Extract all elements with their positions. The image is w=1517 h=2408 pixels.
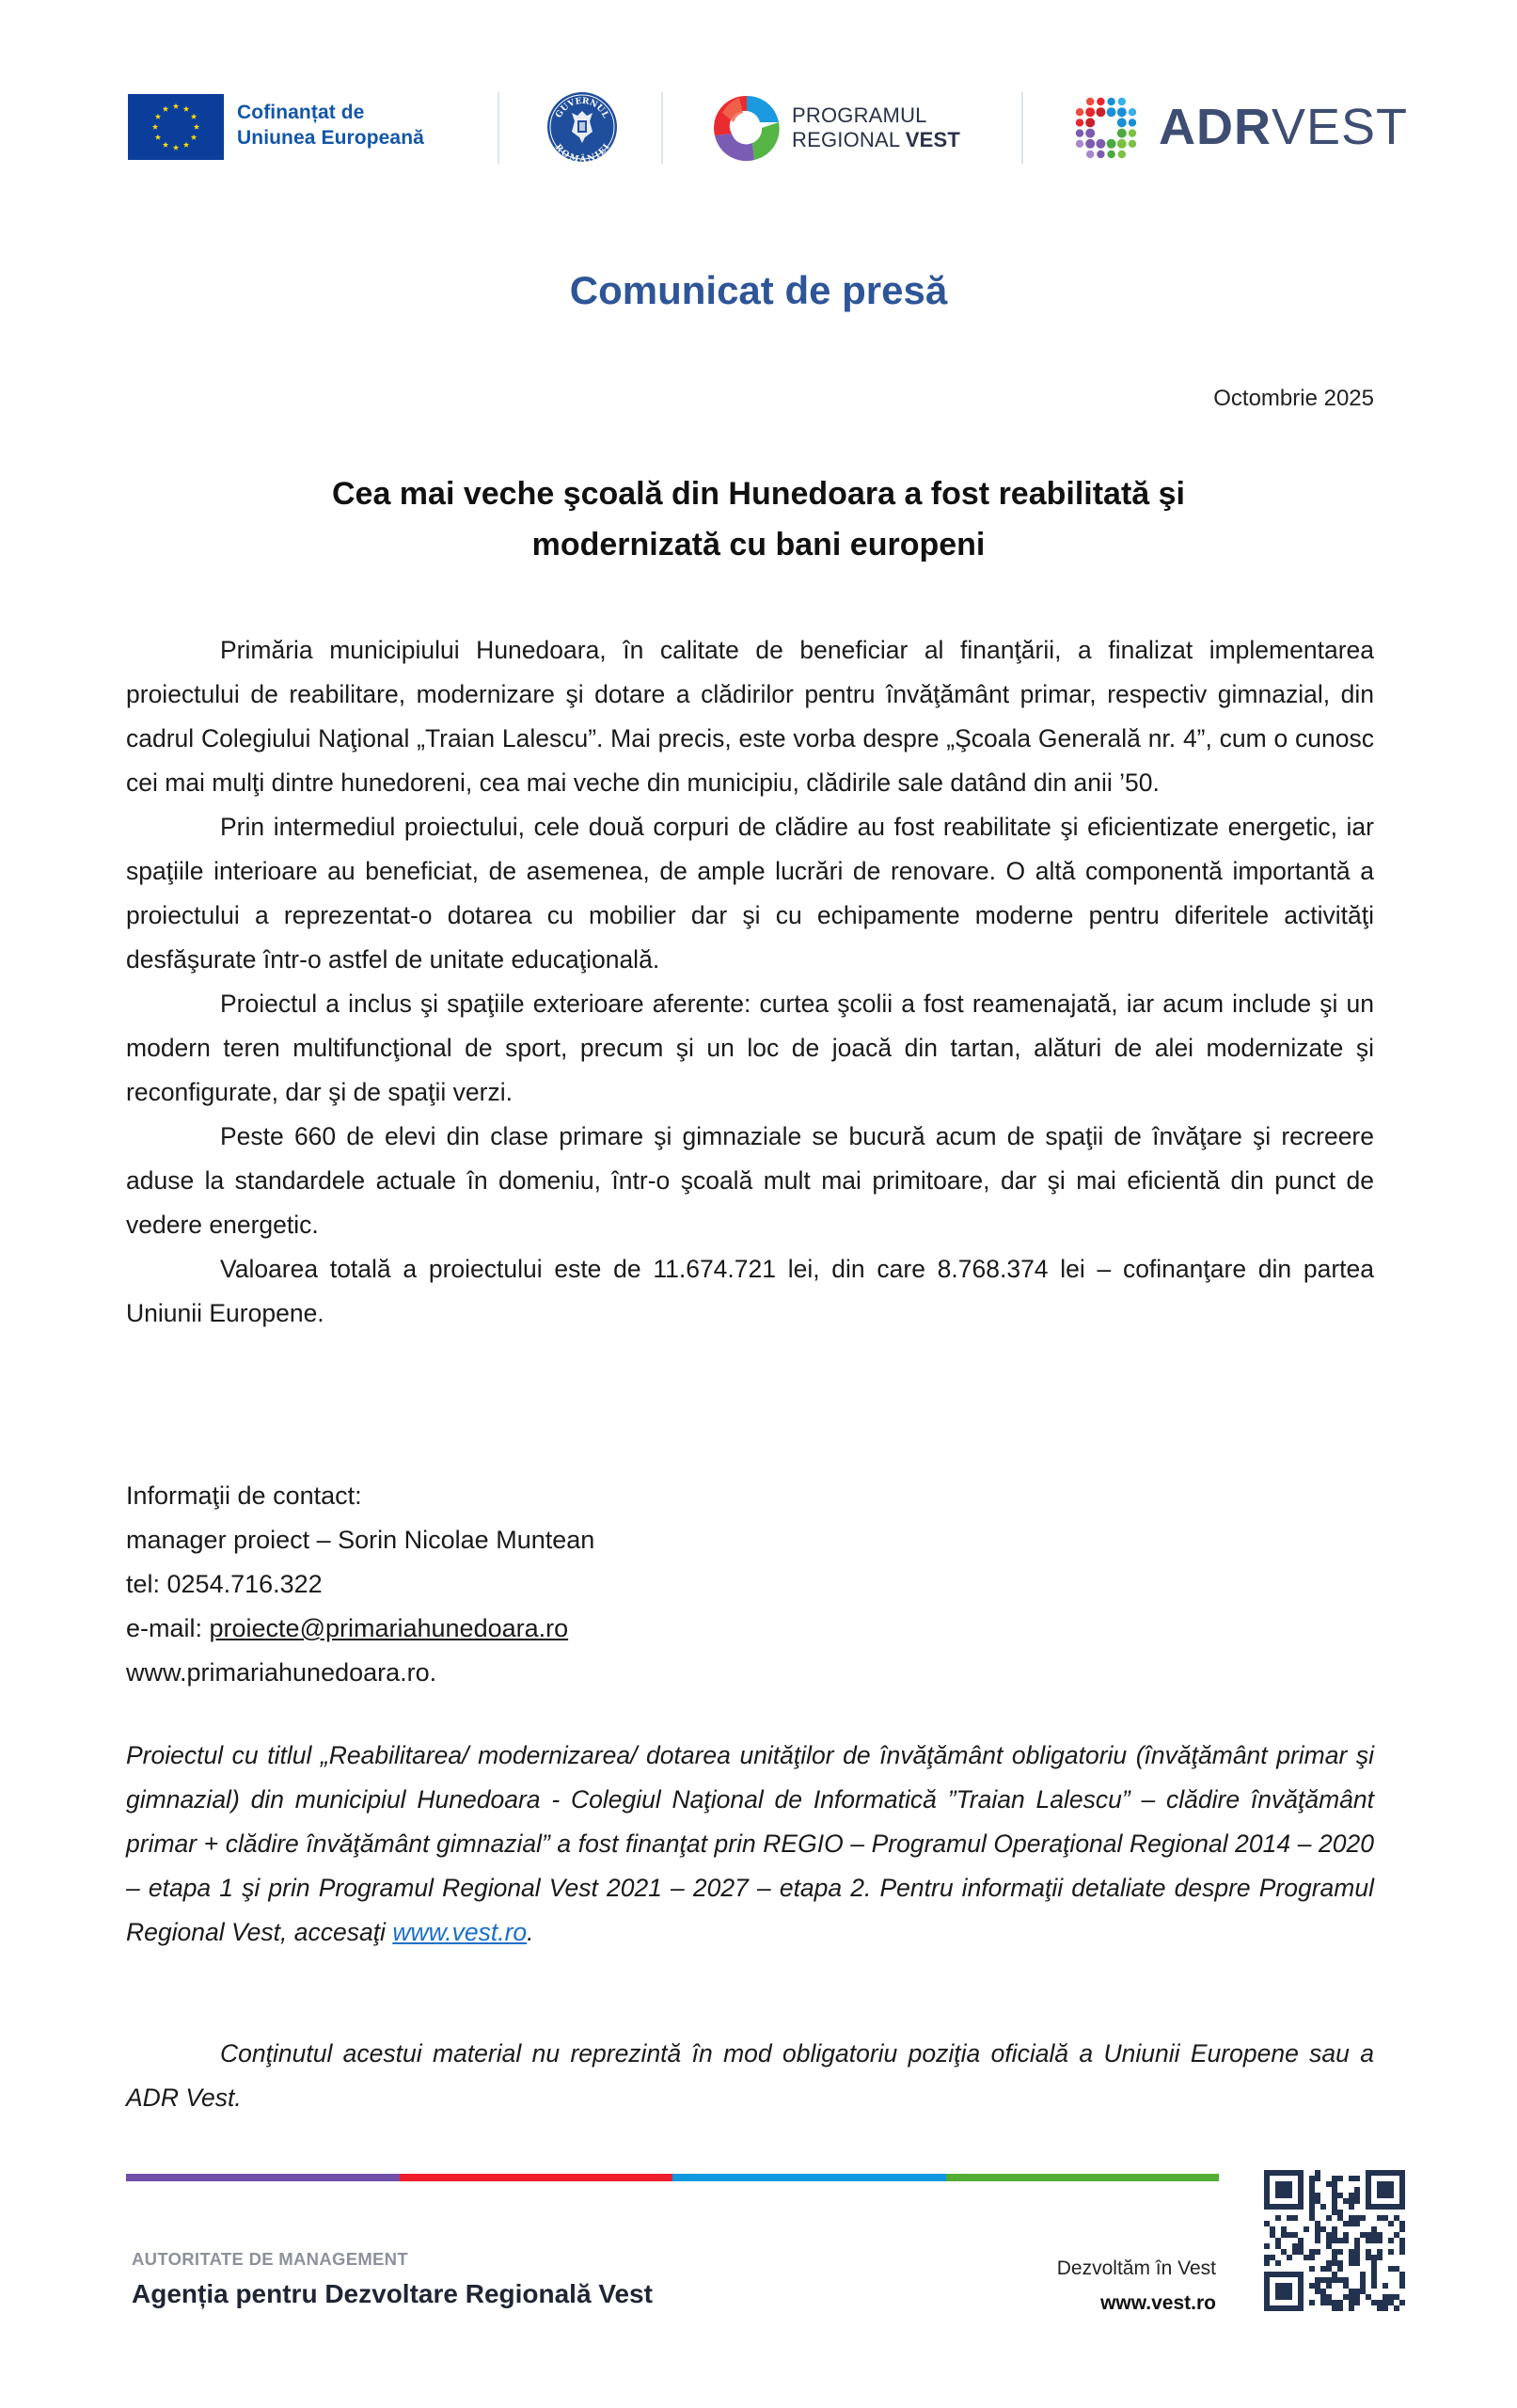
prv-label-line1: PROGRAMUL [792,103,927,127]
adr-logo-dot [1117,107,1127,117]
adr-logo-dot [1086,150,1094,158]
eu-label-line2: Uniunea Europeană [237,127,424,149]
contact-phone: tel: 0254.716.322 [126,1570,323,1598]
adr-logo-dot [1129,119,1136,126]
adr-logo-dot [1118,150,1126,158]
adr-logo-dot [1129,129,1136,136]
gov-seal-bottom-text: ROMÂNIEI [552,142,612,164]
paragraph: Primăria municipiului Hunedoara, în calitate de beneficiar al finanţării, a finalizat implementarea proiectului de reabilitare, modernizare şi dotare a clădirilor pentru învăţământ primar, respectiv gimnazial, din cadrul Colegiului Naţional „Traian Lalescu”. Mai precis, este vorba despre „Şcoala Generală nr. 4”, cum o cunosc cei mai mulţi dintre hunedoreni, cea mai veche din municipiu, clădirile sale datând din anii ’50. [126,636,1374,797]
headline-line2: modernizată cu bani europeni [531,527,986,562]
press-release-title: Comunicat de presă [569,268,948,312]
article-body [126,628,1374,1336]
release-date: Octombrie 2025 [1213,386,1374,411]
prv-label-vest: VEST [905,128,961,151]
paragraph: Prin intermediul proiectului, cele două corpuri de clădire au fost reabilitate şi eficientizate energetic, iar spaţiile interioare au beneficiat, de asemenea, de ample lucrări de renovare. O altă componentă importantă a proiectului a reprezentat-o dotarea cu mobilier dar şi cu echipamente moderne pentru diferitele activităţi desfăşurate într-o astfel de unitate educaţională. [126,813,1374,974]
disclaimer-text: Conţinutul acestui material nu reprezintă în mod obligatoriu poziţia oficială a Uniunii Europene sau a ADR Vest. [126,2039,1374,2112]
vest-ro-link[interactable]: www.vest.ro [392,1918,528,1946]
contact-manager: manager proiect – Sorin Nicolae Muntean [126,1526,595,1554]
adr-logo-dot [1107,150,1114,158]
header-logos [0,0,1517,188]
color-bar-segment-green [946,2174,1220,2181]
footer-agency-name: Agenția pentru Dezvoltare Regională Vest [132,2279,653,2308]
logo-divider [498,92,499,164]
adr-logo-dot [1117,139,1127,149]
adr-logo-dot [1076,108,1083,116]
project-note-end: . [527,1918,534,1946]
adr-logo-dot [1117,129,1127,138]
logo-divider [1021,92,1023,164]
eu-disclaimer [126,2032,1374,2120]
logo-divider [661,92,663,164]
guvernul-romaniei-seal-icon [545,90,619,164]
eu-cofinanced-label [237,100,424,150]
programul-regional-vest-logo-icon [711,94,782,162]
adr-logo-dot [1085,107,1095,117]
paragraph: Proiectul a inclus şi spaţiile exterioare aferente: curtea şcolii a fost reamenajată, iar acum include şi un modern teren multifuncţional de sport, precum şi un loc de joacă din tartan, alături de alei modernizate şi reconfigurate, dar şi de spaţii verzi. [126,990,1374,1106]
adr-logo-dot [1096,107,1105,117]
adr-logo-dot [1085,118,1095,127]
project-note-text: Proiectul cu titlul „Reabilitarea/ modernizarea/ dotarea unităţilor de învăţământ obligatoriu (învăţământ primar şi gimnazial) din municipiul Hunedoara - Colegiul Naţional de Informatică ”Traian Lalescu” – clădire învăţământ primar + clădire învăţământ gimnazial” a fost finanţat prin REGIO – Programul Operaţional Regional 2014 – 2020 – etapa 1 şi prin Programul Regional Vest 2021 – 2027 – etapa 2. Pentru informaţii detaliate despre Programul Regional Vest, accesaţi [126,1741,1374,1946]
paragraph: Peste 660 de elevi din clase primare şi gimnaziale se bucură acum de spaţii de învăţare şi recreere aduse la standardele actuale în domeniu, într-o şcoală mult mai primitoare, dar şi mai eficientă din punct de vedere energetic. [126,1122,1374,1239]
adr-logo-dot [1076,119,1083,126]
adr-logo-dot [1107,139,1116,149]
contact-email-row [126,1607,594,1651]
adr-logo-dot [1097,150,1104,158]
eu-label-line1: Cofinanțat de [237,102,365,123]
contact-info [126,1474,594,1695]
color-bar-segment-red [400,2174,673,2181]
adr-label-regular: VEST [1272,99,1409,155]
adr-vest-wordmark [1159,96,1408,158]
headline-line1: Cea mai veche şcoală din Hunedoara a fost reabilitată şi [331,476,1185,512]
contact-email-label: e-mail: [126,1614,210,1642]
adr-logo-dot [1117,118,1127,127]
contact-heading: Informaţii de contact: [126,1481,362,1510]
eu-flag-icon [128,94,224,160]
contact-email-link[interactable]: proiecte@primariahunedoara.ro [209,1614,569,1642]
adr-logo-dot [1086,98,1094,105]
adr-logo-dot [1097,98,1104,105]
qr-code-icon [1264,2170,1405,2311]
adr-logo-dot [1085,129,1095,138]
footer-authority-label: AUTORITATE DE MANAGEMENT [132,2249,408,2269]
programul-regional-vest-label [792,103,960,152]
prv-label-regional: REGIONAL [792,128,906,151]
adr-logo-dot [1118,98,1126,105]
adr-logo-dot [1076,140,1083,148]
adr-logo-dot [1096,139,1105,149]
color-bar-segment-blue [672,2174,946,2181]
adr-label-bold: ADR [1159,99,1272,155]
adr-logo-dot [1076,129,1083,136]
contact-website: www.primariahunedoara.ro. [126,1658,437,1687]
footer-slogan: Dezvoltăm în Vest [1056,2258,1216,2279]
adr-logo-dot [1129,140,1136,148]
adr-logo-dot [1107,107,1116,117]
adr-logo-dot [1085,139,1095,149]
paragraph: Valoarea totală a proiectului este de 11.674.721 lei, din care 8.768.374 lei – cofinanţare din partea Uniunii Europene. [126,1255,1374,1327]
adr-logo-dot [1107,98,1114,105]
footer-url[interactable]: www.vest.ro [1100,2292,1216,2314]
footer-color-bar [126,2174,1219,2181]
project-funding-note [126,1734,1374,1955]
adr-vest-dots-logo-icon [1072,94,1140,162]
color-bar-segment-purple [126,2174,400,2181]
headline [188,468,1329,570]
gov-seal-top-text: GUVERNUL [554,96,610,120]
adr-logo-dot [1129,108,1136,116]
